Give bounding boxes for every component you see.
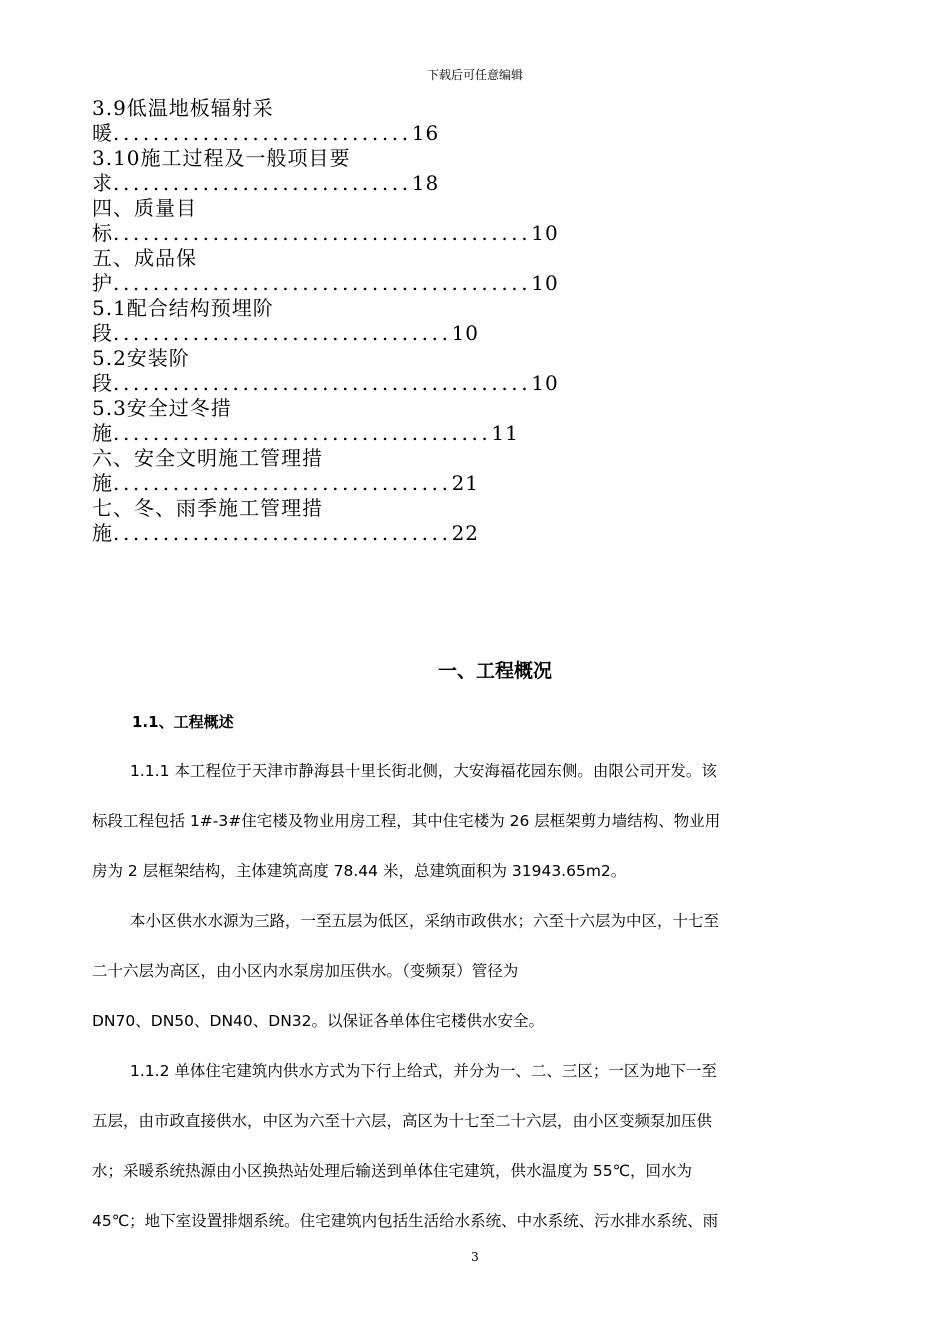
toc-leader-dots: .............................. [113, 171, 412, 195]
toc-page-number: 22 [451, 521, 480, 545]
paragraph-line: DN70、DN50、DN40、DN32。以保证各单体住宅楼供水安全。 [92, 1012, 545, 1030]
paragraph-line: 二十六层为高区，由小区内水泵房加压供水。（变频泵）管径为 [92, 962, 519, 980]
toc-entry[interactable] [92, 146, 852, 196]
toc-entry-title-cont: 段 [92, 371, 113, 395]
toc-entry[interactable] [92, 396, 852, 446]
toc-leader-dots: .................................. [113, 321, 452, 345]
toc-leader-dots: .................................. [113, 521, 452, 545]
toc-entry-title-cont: 求 [92, 171, 113, 195]
toc-entry-title-cont: 标 [92, 221, 113, 245]
toc-entry-title: 5.1配合结构预埋阶 [92, 296, 274, 320]
toc-entry-title: 3.10施工过程及一般项目要 [92, 146, 351, 170]
toc-entry-title-cont: 施 [92, 421, 113, 445]
toc-entry-title: 5.2安装阶 [92, 346, 190, 370]
section-heading: 一、工程概况 [437, 660, 552, 682]
toc-entry[interactable] [92, 346, 852, 396]
toc-entry-title: 六、安全文明施工管理措 [92, 446, 323, 470]
toc-page-number: 11 [491, 421, 519, 445]
toc-entry-title: 七、冬、雨季施工管理措 [92, 496, 323, 520]
toc-entry[interactable] [92, 446, 852, 496]
paragraph-line: 房为 2 层框架结构，主体建筑高度 78.44 米，总建筑面积为 31943.65m2。 [92, 862, 627, 880]
toc-leader-dots: ...................................... [113, 421, 492, 445]
toc-leader-dots: .......................................... [113, 221, 532, 245]
toc-entry-title: 3.9低温地板辐射采 [92, 96, 274, 120]
toc-page-number: 10 [451, 321, 480, 345]
toc-entry-title-cont: 施 [92, 471, 113, 495]
subsection-heading: 1.1、工程概述 [132, 713, 234, 731]
paragraph-line: 本小区供水水源为三路，一至五层为低区，采纳市政供水；六至十六层为中区，十七至 [130, 912, 720, 930]
toc-leader-dots: .................................. [113, 471, 452, 495]
toc-entry-title-cont: 施 [92, 521, 113, 545]
page-number: 3 [471, 1250, 479, 1264]
toc-entry[interactable] [92, 496, 852, 546]
toc-entry[interactable] [92, 246, 852, 296]
toc-entry[interactable] [92, 196, 852, 246]
paragraph-line: 1.1.1 本工程位于天津市静海县十里长街北侧，大安海福花园东侧。由限公司开发。该 [130, 762, 717, 780]
paragraph-line: 45℃；地下室设置排烟系统。住宅建筑内包括生活给水系统、中水系统、污水排水系统、雨 [92, 1212, 719, 1230]
table-of-contents [92, 96, 852, 546]
toc-entry[interactable] [92, 296, 852, 346]
toc-page-number: 10 [531, 271, 559, 295]
paragraph-line: 五层，由市政直接供水，中区为六至十六层，高区为十七至二十六层，由小区变频泵加压供 [92, 1112, 713, 1130]
toc-entry-title-cont: 暖 [92, 121, 113, 145]
toc-page-number: 18 [411, 171, 440, 195]
paragraph-line: 水；采暖系统热源由小区换热站处理后输送到单体住宅建筑，供水温度为 55℃，回水为 [92, 1162, 693, 1180]
toc-page-number: 21 [451, 471, 480, 495]
toc-entry[interactable] [92, 96, 852, 146]
toc-page-number: 10 [531, 371, 559, 395]
toc-entry-title-cont: 段 [92, 321, 113, 345]
toc-entry-title: 5.3安全过冬措 [92, 396, 232, 420]
toc-entry-title-cont: 护 [92, 271, 113, 295]
toc-leader-dots: .......................................... [113, 271, 532, 295]
toc-page-number: 10 [531, 221, 559, 245]
toc-leader-dots: .............................. [113, 121, 412, 145]
paragraph-line: 1.1.2 单体住宅建筑内供水方式为下行上给式，并分为一、二、三区；一区为地下一至 [130, 1062, 717, 1080]
body-text [92, 746, 860, 1246]
toc-page-number: 16 [411, 121, 440, 145]
page-header: 下载后可任意编辑 [426, 68, 523, 82]
toc-entry-title: 五、成品保 [92, 246, 197, 270]
toc-entry-title: 四、质量目 [92, 196, 197, 220]
paragraph-line: 标段工程包括 1#-3#住宅楼及物业用房工程，其中住宅楼为 26 层框架剪力墙结构、物业用 [92, 812, 721, 830]
toc-leader-dots: .......................................... [113, 371, 532, 395]
